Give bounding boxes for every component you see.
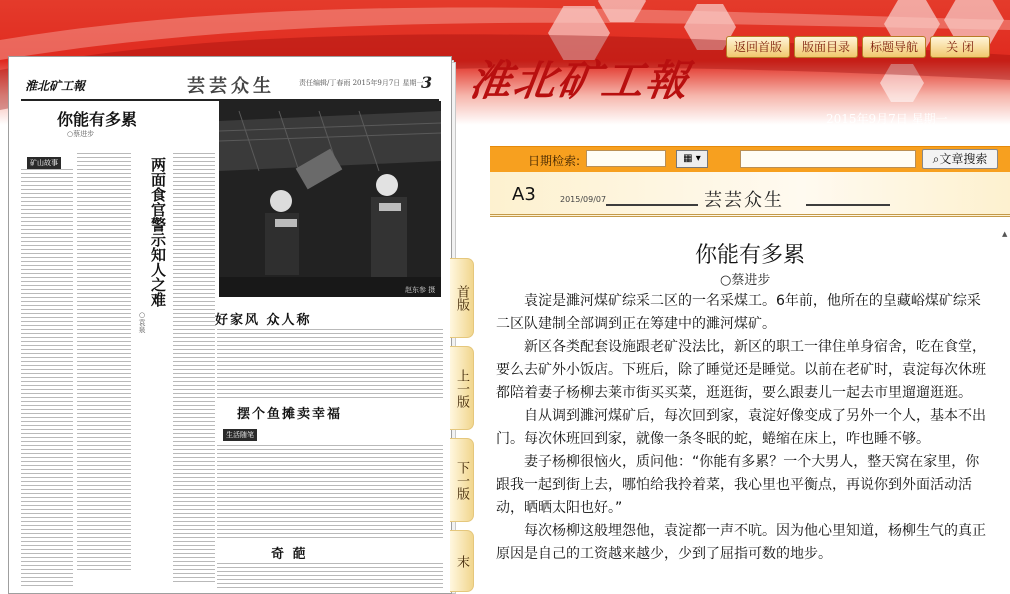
paper-vertical-title[interactable]: 两面食官警示知人之难 (149, 157, 167, 307)
tab-last-page[interactable]: 末 (450, 530, 474, 592)
text-column[interactable] (173, 153, 215, 583)
issue-date: 2015年9月7日 星期一 (826, 112, 948, 126)
nav-button-group (726, 36, 990, 58)
date-search-label: 日期检索: (528, 154, 581, 168)
article-paragraph: 妻子杨柳很恼火，质问他：“你能有多累？一个大男人，整天窝在家里，你跟我一起到街上去，哪怕给我拎着菜，我心里也平衡点，再说你到外面活动活动，晒晒太阳也好。” (496, 454, 980, 516)
article-body (496, 290, 992, 566)
text-column[interactable] (217, 445, 443, 539)
article-paragraph: 新区各类配套设施跟老矿没法比，新区的职工一律住单身宿舍，吃在食堂，要么去矿外小饭店。下班后，除了睡觉还是睡觉。以前在老矿时，袁淀每次休班都陪着妻子杨柳去莱市街买买菜，逛逛街，要么跟妻儿一起去市里遛遛逛逛。 (496, 339, 986, 401)
article-paragraph: 袁淀是濉河煤矿综采二区的一名采煤工。6年前，他所在的皇藏峪煤矿综采二区队建制全部调到正在筹建中的濉河煤矿。 (496, 293, 981, 332)
magnifier-icon: ⌕ (932, 152, 940, 166)
paper-meta: 责任编辑/丁春雨 2015年9月7日 星期一 (299, 79, 424, 87)
tab-next-page[interactable]: 下一版 (450, 438, 474, 522)
text-column[interactable] (21, 169, 73, 589)
photo-credit: 赵东参 摄 (405, 286, 436, 294)
paper-headline[interactable]: 好家风 众人称 (215, 313, 312, 328)
article-author: ○蔡进步 (720, 273, 771, 288)
keyword-input[interactable] (740, 150, 916, 168)
article-header (490, 172, 1010, 217)
article-panel (490, 172, 1010, 592)
scroll-up-arrow-icon[interactable]: ▲ (1002, 230, 1008, 238)
paper-section-title: 芸芸众生 (187, 76, 275, 97)
tab-front-page[interactable]: 首版 (450, 258, 474, 338)
newspaper-page-image[interactable] (8, 56, 452, 594)
paper-headline[interactable]: 摆个鱼摊卖幸福 (237, 407, 343, 422)
date-input[interactable] (586, 150, 666, 167)
paper-article-author: ○蔡进步 (67, 130, 95, 138)
page-code: A3 (512, 184, 536, 205)
paper-page-number: 3 (421, 73, 433, 92)
article-title: 你能有多累 (694, 243, 805, 268)
paper-logo: 淮北矿工報 (25, 79, 86, 93)
paper-headline[interactable]: 奇 葩 (271, 547, 308, 562)
page-directory-button[interactable]: 版面目录 (794, 36, 858, 58)
text-column[interactable] (217, 329, 443, 399)
tab-previous-page[interactable]: 上一版 (450, 346, 474, 430)
page-section-title: 芸芸众生 (704, 190, 784, 211)
calendar-icon[interactable]: ▦ ▾ (676, 150, 708, 168)
text-column[interactable] (77, 153, 131, 573)
article-search-label: 文章搜索 (939, 152, 988, 166)
miners-photo-graphic (219, 101, 441, 297)
masthead-logo: 淮北矿工報 (466, 56, 694, 105)
title-nav-button[interactable]: 标题导航 (862, 36, 926, 58)
column-tag: 矿山故事 (27, 157, 61, 169)
section-line-right (806, 204, 890, 206)
miners-photo[interactable] (219, 101, 441, 297)
paper-vertical-author: ○袁泉 (138, 311, 146, 333)
page-date: 2015/09/07 (560, 195, 607, 204)
article-paragraph: 自从调到濉河煤矿后，每次回到家，袁淀好像变成了另外一个人，基本不出门。每次休班回到家，就像一条冬眠的蛇，蜷缩在床上，咋也睡不够。 (496, 408, 986, 447)
column-tag: 生活随笔 (223, 429, 257, 441)
article-search-button[interactable] (922, 149, 998, 169)
close-button[interactable]: 关 闭 (930, 36, 990, 58)
paper-article-title[interactable]: 你能有多累 (57, 110, 138, 129)
back-to-front-button[interactable]: 返回首版 (726, 36, 790, 58)
article-paragraph: 每次杨柳这般埋怨他，袁淀都一声不吭。因为他心里知道，杨柳生气的真正原因是自己的工资越来越少，少到了屈指可数的地步。 (496, 523, 986, 562)
text-column[interactable] (217, 563, 443, 589)
section-line-left (606, 204, 698, 206)
search-bar (490, 146, 1010, 172)
